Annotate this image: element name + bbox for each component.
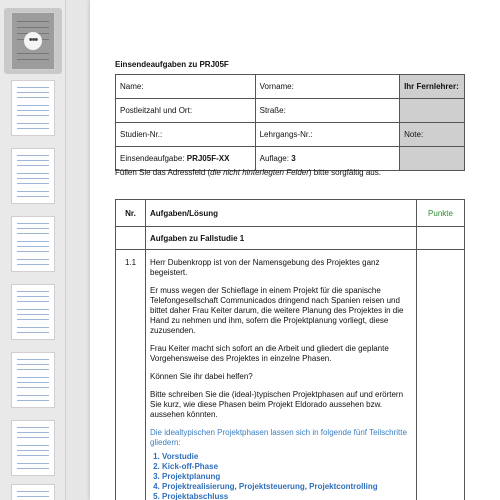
page-thumbnail-7[interactable]	[4, 420, 62, 476]
task-paragraph-3: Frau Keiter macht sich sofort an die Arbeit und gliedert die geplante Vorgehensweise des Projektes in einzelne Phasen.	[150, 344, 389, 363]
task-paragraph-4: Können Sie ihr dabei helfen?	[150, 372, 253, 381]
column-header-points: Punkte	[417, 200, 465, 227]
fernlehrer-cell	[400, 99, 465, 123]
einsendeaufgabe-label: Einsendeaufgabe:	[120, 154, 185, 163]
task-content[interactable]	[146, 250, 417, 500]
auflage-value: 3	[291, 154, 296, 163]
tasks-table	[115, 199, 465, 500]
task-number: 1.1	[116, 250, 146, 500]
fill-instruction-text-end: ) bitte sorgfältig aus.	[308, 168, 381, 177]
page-thumbnail-image	[11, 148, 55, 204]
auflage-label: Auflage:	[259, 154, 289, 163]
answer-intro: Die idealtypischen Projektphasen lassen sich in folgende fünf Teilschritte gliedern:	[150, 428, 407, 447]
vorname-field[interactable]: Vorname:	[255, 75, 399, 99]
address-table	[115, 74, 465, 171]
einsendeaufgabe-value: PRJ05F-XX	[186, 154, 230, 163]
note-value-cell	[400, 147, 465, 171]
fill-instruction-italic: die nicht hinterlegten Felder	[210, 168, 309, 177]
note-label: Note:	[400, 123, 465, 147]
column-header-nr: Nr.	[116, 200, 146, 227]
page-thumbnail-4[interactable]	[4, 216, 62, 272]
page-thumbnail-image	[11, 216, 55, 272]
phase-item: 4. Projektrealisierung, Projektsteuerung, Projektcontrolling	[162, 482, 412, 492]
column-header-task: Aufgaben/Lösung	[146, 200, 417, 227]
page-thumbnail-image	[11, 420, 55, 476]
page-thumbnail-3[interactable]	[4, 148, 62, 204]
task-paragraph-5: Bitte schreiben Sie die (ideal-)typischen Projektphasen auf und erörtern Sie kurz, wie diese Phasen beim Projekt Eldorado aussehen bzw. aussehen könnten.	[150, 390, 404, 419]
section-nr-cell	[116, 227, 146, 250]
page-thumbnail-image	[11, 12, 55, 70]
section-title: Aufgaben zu Fallstudie 1	[146, 227, 417, 250]
lehrgangs-nr-field[interactable]: Lehrgangs-Nr.:	[255, 123, 399, 147]
plz-ort-field[interactable]: Postleitzahl und Ort:	[116, 99, 256, 123]
task-points-cell	[417, 250, 465, 500]
page-thumbnail-image	[11, 352, 55, 408]
section-points-cell	[417, 227, 465, 250]
fernlehrer-label: Ihr Fernlehrer:	[400, 75, 465, 99]
phase-list	[162, 452, 412, 500]
page-thumbnail-6[interactable]	[4, 352, 62, 408]
name-field[interactable]: Name:	[116, 75, 256, 99]
page-thumbnail-image	[11, 80, 55, 136]
page-thumbnail-image	[11, 284, 55, 340]
strasse-field[interactable]: Straße:	[255, 99, 399, 123]
auflage-cell	[255, 147, 399, 171]
page-thumbnail-2[interactable]	[4, 80, 62, 136]
studien-nr-field[interactable]: Studien-Nr.:	[116, 123, 256, 147]
page-thumbnail-5[interactable]	[4, 284, 62, 340]
phase-item: 1. Vorstudie	[162, 452, 412, 462]
fill-instruction	[115, 168, 381, 177]
einsendeaufgabe-cell	[116, 147, 256, 171]
phase-item: 3. Projektplanung	[162, 472, 412, 482]
page-thumbnail-image	[11, 484, 55, 500]
phase-item: 5. Projektabschluss	[162, 492, 412, 500]
page-thumbnail-sidebar	[0, 0, 66, 500]
phase-item: 2. Kick-off-Phase	[162, 462, 412, 472]
document-page	[90, 0, 500, 500]
document-title: Einsendeaufgaben zu PRJ05F	[115, 60, 229, 69]
more-options-button[interactable]: •••	[24, 32, 42, 50]
task-paragraph-2: Er muss wegen der Schieflage in einem Projekt für die spanische Telefongesellschaft Communicados dringend nach Spanien reisen und bittet daher Frau Keiter darum, die weitere Planung des Projektes in die Hand zu nehmen und ihm, sofern die Projektplanung vorliegt, diese zuzusenden.	[150, 286, 404, 335]
fill-instruction-text: Füllen Sie das Adressfeld (	[115, 168, 211, 177]
task-paragraph-1: Herr Dubenkropp ist von der Namensgebung des Projektes ganz begeistert.	[150, 258, 380, 277]
page-thumbnail-1[interactable]	[4, 8, 62, 74]
page-thumbnail-8[interactable]	[4, 484, 62, 500]
